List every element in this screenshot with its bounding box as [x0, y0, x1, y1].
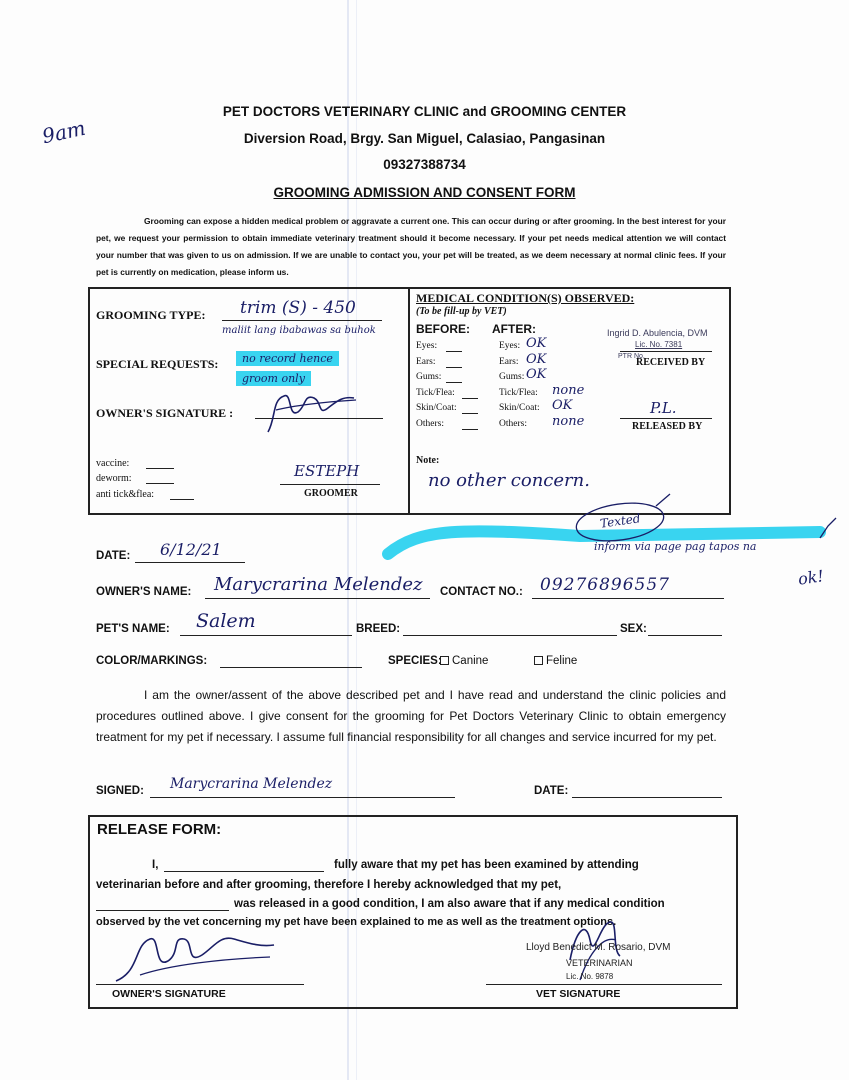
date-label: DATE:: [96, 550, 131, 562]
before-row-label: Gums:: [416, 372, 442, 382]
before-row-line: [462, 413, 478, 414]
after-row-value: OK: [526, 336, 547, 351]
canine-checkbox[interactable]: [440, 656, 449, 665]
color-label: COLOR/MARKINGS:: [96, 655, 208, 667]
medical-title: MEDICAL CONDITION(S) OBSERVED:: [416, 291, 635, 305]
antitick-label: anti tick&flea:: [96, 489, 155, 500]
groomer-value: ESTEPH: [294, 462, 360, 480]
release-title: RELEASE FORM:: [97, 821, 222, 838]
vet-signature-line: [486, 984, 722, 985]
received-line: [620, 351, 712, 352]
after-row-value: OK: [526, 367, 547, 382]
before-row-label: Others:: [416, 418, 444, 429]
species-label: SPECIES:: [388, 655, 442, 667]
released-by-label: RELEASED BY: [632, 421, 703, 432]
after-row-value: none: [552, 413, 585, 429]
released-by-value: P.L.: [650, 399, 677, 417]
before-row-line: [446, 367, 462, 368]
signed-date-label: DATE:: [534, 785, 569, 797]
signed-value: Marycrarina Melendez: [170, 776, 333, 792]
grooming-type-line: [222, 320, 382, 321]
margin-note: 9am: [39, 115, 88, 149]
vaccine-line: [146, 468, 174, 469]
release-name-line: [164, 871, 324, 872]
canine-option[interactable]: [440, 655, 488, 667]
owner-signature-label: OWNER'S SIGNATURE :: [96, 406, 234, 420]
form-title: GROOMING ADMISSION AND CONSENT FORM: [273, 185, 576, 200]
vet-lic: Lic. No. 9878: [566, 972, 614, 981]
signed-line: [150, 797, 455, 798]
feline-option[interactable]: [534, 655, 577, 667]
before-row-label: Skin/Coat:: [416, 403, 457, 413]
grooming-type-label: GROOMING TYPE:: [96, 308, 206, 322]
vet-signature-label: VET SIGNATURE: [536, 988, 621, 1000]
clinic-phone: 09327388734: [383, 157, 466, 172]
after-row-label: Gums:: [499, 372, 525, 382]
before-row-line: [446, 382, 462, 383]
feline-label: Feline: [546, 655, 578, 667]
after-row-label: Tick/Flea:: [499, 387, 538, 398]
signed-date-line: [572, 797, 722, 798]
release-pet-line: [96, 910, 229, 911]
contact-value: 09276896557: [540, 575, 670, 595]
grooming-type-value: trim (S) - 450: [240, 298, 356, 318]
after-row-label: Others:: [499, 418, 527, 429]
sex-line: [648, 635, 722, 636]
owner-signature-scribble: [262, 388, 362, 438]
special-requests-line1: no record hence: [236, 351, 339, 366]
groomer-line: [280, 484, 380, 485]
intro-paragraph: Grooming can expose a hidden medical problem or aggravate a current one. This can occur during or after grooming. In the best interest for your pet, we request your permission to obtain immediate veterinary treatment should it become necessary. If your pet needs medical attention we will contact your number that was given to us on admission. If we are unable to contact you, your pet will be treated, as we deem necessary at normal clinic fees. If your pet is currently on medication, please inform us.: [96, 216, 726, 277]
release-i-label: I,: [152, 859, 159, 871]
date-value: 6/12/21: [160, 540, 222, 559]
after-row-label: Eyes:: [499, 341, 521, 351]
before-label: BEFORE:: [416, 322, 470, 336]
vet-stamp-ptr: PTR No.: [618, 353, 645, 360]
texted-note: Texted: [599, 511, 642, 531]
release-text3: was released in a good condition, I am also aware that if any medical condition: [234, 898, 665, 910]
vet-stamp-name: Ingrid D. Abulencia, DVM: [607, 328, 708, 338]
vet-title: VETERINARIAN: [566, 958, 633, 968]
contact-line: [532, 598, 724, 599]
released-line: [620, 418, 712, 419]
owner-name-value: Marycrarina Melendez: [214, 574, 423, 595]
deworm-line: [146, 483, 174, 484]
owner-name-line: [205, 598, 430, 599]
inform-note: inform via page pag tapos na: [594, 540, 757, 553]
special-requests-label: SPECIAL REQUESTS:: [96, 357, 219, 371]
release-text1: fully aware that my pet has been examined by attending: [334, 859, 639, 871]
owner-name-label: OWNER'S NAME:: [96, 586, 192, 598]
grooming-type-note: maliit lang ibabawas sa buhok: [222, 325, 376, 336]
date-line: [135, 562, 245, 563]
note-label: Note:: [416, 455, 440, 466]
before-row-line: [462, 398, 478, 399]
pet-name-value: Salem: [196, 610, 256, 632]
clinic-address: Diversion Road, Brgy. San Miguel, Calasiao, Pangasinan: [243, 131, 606, 146]
release-owner-line: [96, 984, 304, 985]
vet-stamp-lic: Lic. No. 7381: [635, 340, 683, 349]
color-line: [220, 667, 362, 668]
special-requests-line2: groom only: [236, 371, 311, 386]
note-value: no other concern.: [428, 470, 590, 491]
contact-label: CONTACT NO.:: [440, 586, 523, 598]
clinic-name: PET DOCTORS VETERINARY CLINIC and GROOMING CENTER: [222, 104, 627, 119]
signed-label: SIGNED:: [96, 785, 144, 797]
consent-paragraph: I am the owner/assent of the above described pet and I have read and understand the clinic policies and procedures outlined above. I give consent for the grooming for Pet Doctors Veterinary Clinic to obtain emergency treatment for my pet if necessary. I assume full financial responsibility for all changes and service incurred for my pet.: [96, 688, 726, 744]
breed-line: [403, 635, 617, 636]
release-owner-signature: [110, 925, 280, 991]
before-row-label: Eyes:: [416, 341, 438, 351]
before-row-label: Tick/Flea:: [416, 387, 455, 398]
canine-label: Canine: [452, 655, 489, 667]
medical-subtitle: (To be fill-up by VET): [416, 306, 507, 317]
vet-name: Lloyd Benedict M. Rosario, DVM: [526, 942, 671, 953]
release-text2: veterinarian before and after grooming, therefore I hereby acknowledged that my pet,: [96, 879, 562, 891]
release-text4: observed by the vet concerning my pet have been explained to me as well as the treatment options.: [96, 916, 617, 928]
received-by-label: RECEIVED BY: [636, 357, 706, 368]
breed-label: BREED:: [356, 623, 401, 635]
deworm-label: deworm:: [96, 473, 132, 484]
antitick-line: [170, 499, 194, 500]
release-owner-label: OWNER'S SIGNATURE: [112, 988, 226, 1000]
after-row-label: Ears:: [499, 356, 519, 367]
groomer-label: GROOMER: [304, 488, 358, 499]
after-row-value: none: [552, 382, 585, 398]
pet-name-label: PET'S NAME:: [96, 623, 170, 635]
before-row-label: Ears:: [416, 356, 436, 367]
after-label: AFTER:: [492, 322, 536, 336]
vaccine-label: vaccine:: [96, 458, 130, 469]
after-row-label: Skin/Coat:: [499, 403, 540, 413]
after-row-value: OK: [552, 398, 573, 413]
ok-note: ok!: [796, 566, 825, 589]
feline-checkbox[interactable]: [534, 656, 543, 665]
before-row-line: [446, 351, 462, 352]
after-row-value: OK: [526, 351, 547, 367]
sex-label: SEX:: [620, 623, 647, 635]
before-row-line: [462, 429, 478, 430]
pet-name-line: [180, 635, 352, 636]
